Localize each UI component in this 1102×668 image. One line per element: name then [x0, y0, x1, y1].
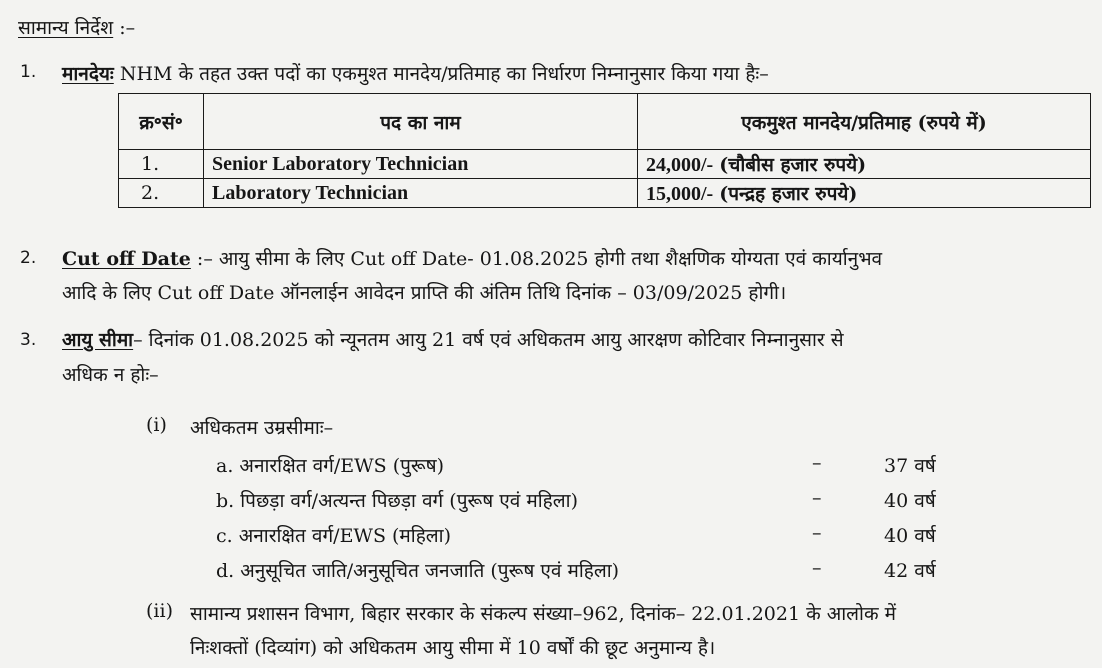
- age-dash: –: [812, 557, 822, 579]
- table-row: [119, 179, 1091, 208]
- amount-value: 15,000/-: [646, 183, 714, 205]
- col-header-amount: एकमुश्त मानदेय/प्रतिमाह (रुपये में): [638, 94, 1091, 150]
- item-number-2: 2.: [20, 248, 37, 268]
- age-item-c: [216, 522, 451, 548]
- age-item-a: [216, 452, 444, 478]
- item-number-3: 3.: [20, 330, 37, 350]
- cell-sn: 2.: [119, 179, 204, 208]
- section-2-text1: :– आयु सीमा के लिए Cut off Date- 01.08.2025 होगी तथा शैक्षणिक योग्यता एवं कार्यानुभव: [196, 248, 883, 270]
- section-2-label: Cut off Date: [62, 248, 191, 270]
- heading-suffix: :–: [119, 17, 136, 39]
- age-value: 40 वर्ष: [884, 490, 936, 512]
- item-label: अनारक्षित वर्ग/EWS (पुरूष): [239, 455, 445, 477]
- section-3-label: आयु सीमा: [62, 329, 134, 351]
- age-value: 40 वर्ष: [884, 525, 936, 547]
- section-1-text: NHM के तहत उक्त पदों का एकमुश्त मानदेय/प्रतिमाह का निर्धारण निम्नानुसार किया गया हैः–: [119, 63, 769, 85]
- cell-post: Laboratory Technician: [204, 179, 638, 208]
- section-3-line2: अधिक न होः–: [62, 364, 159, 386]
- age-value: 37 वर्ष: [884, 455, 936, 477]
- age-value: 42 वर्ष: [884, 560, 936, 582]
- honorarium-table: [118, 93, 1091, 208]
- item-letter: d.: [216, 560, 235, 582]
- sub-ii-line1: सामान्य प्रशासन विभाग, बिहार सरकार के संकल्प संख्या–962, दिनांक– 22.01.2021 के आलोक में: [190, 603, 896, 625]
- col-header-post: पद का नाम: [204, 94, 638, 150]
- item-label: अनुसूचित जाति/अनुसूचित जनजाति (पुरूष एवं महिला): [240, 560, 620, 582]
- sub-ii-marker: (ii): [146, 600, 173, 622]
- age-dash: –: [812, 452, 822, 474]
- age-limit-row: [0, 487, 1102, 517]
- section-heading: [18, 14, 135, 40]
- section-2-line2: आदि के लिए Cut off Date ऑनलाईन आवेदन प्राप्ति की अंतिम तिथि दिनांक – 03/09/2025 होगी।: [62, 282, 787, 304]
- amount-words: (पन्द्रह हजार रुपये): [719, 183, 858, 205]
- item-letter: b.: [216, 490, 235, 512]
- cell-post: Senior Laboratory Technician: [204, 150, 638, 179]
- age-limit-row: [0, 522, 1102, 552]
- age-dash: –: [812, 522, 822, 544]
- heading-text: सामान्य निर्देश: [18, 17, 114, 39]
- sub-ii-line2: निःशक्तों (दिव्यांग) को अधिकतम आयु सीमा में 10 वर्षों की छूट अनुमान्य है।: [190, 637, 716, 659]
- age-dash: –: [812, 487, 822, 509]
- sub-i-marker: (i): [146, 414, 167, 436]
- table-header-row: [119, 94, 1091, 150]
- age-limit-row: [0, 452, 1102, 482]
- item-number-1: 1.: [20, 62, 37, 82]
- col-header-sn: क्र॰सं॰: [119, 94, 204, 150]
- section-1-label: मानदेयः: [62, 63, 114, 85]
- item-letter: c.: [216, 525, 233, 547]
- cell-amount: [638, 179, 1091, 208]
- table-row: [119, 150, 1091, 179]
- section-3-line1: [62, 326, 844, 352]
- amount-value: 24,000/-: [646, 154, 714, 176]
- item-label: पिछड़ा वर्ग/अत्यन्त पिछड़ा वर्ग (पुरूष एवं महिला): [240, 490, 578, 512]
- age-limit-row: [0, 557, 1102, 587]
- amount-words: (चौबीस हजार रुपये): [719, 154, 867, 176]
- item-letter: a.: [216, 455, 234, 477]
- item-label: अनारक्षित वर्ग/EWS (महिला): [238, 525, 452, 547]
- section-1-line: [62, 60, 769, 86]
- section-2-line1: [62, 245, 882, 271]
- age-item-b: [216, 487, 578, 513]
- sub-i-title: अधिकतम उम्रसीमाः–: [190, 417, 334, 439]
- cell-sn: 1.: [119, 150, 204, 179]
- age-item-d: [216, 557, 619, 583]
- cell-amount: [638, 150, 1091, 179]
- section-3-text1: – दिनांक 01.08.2025 को न्यूनतम आयु 21 वर्ष एवं अधिकतम आयु आरक्षण कोटिवार निम्नानुसार से: [133, 329, 844, 351]
